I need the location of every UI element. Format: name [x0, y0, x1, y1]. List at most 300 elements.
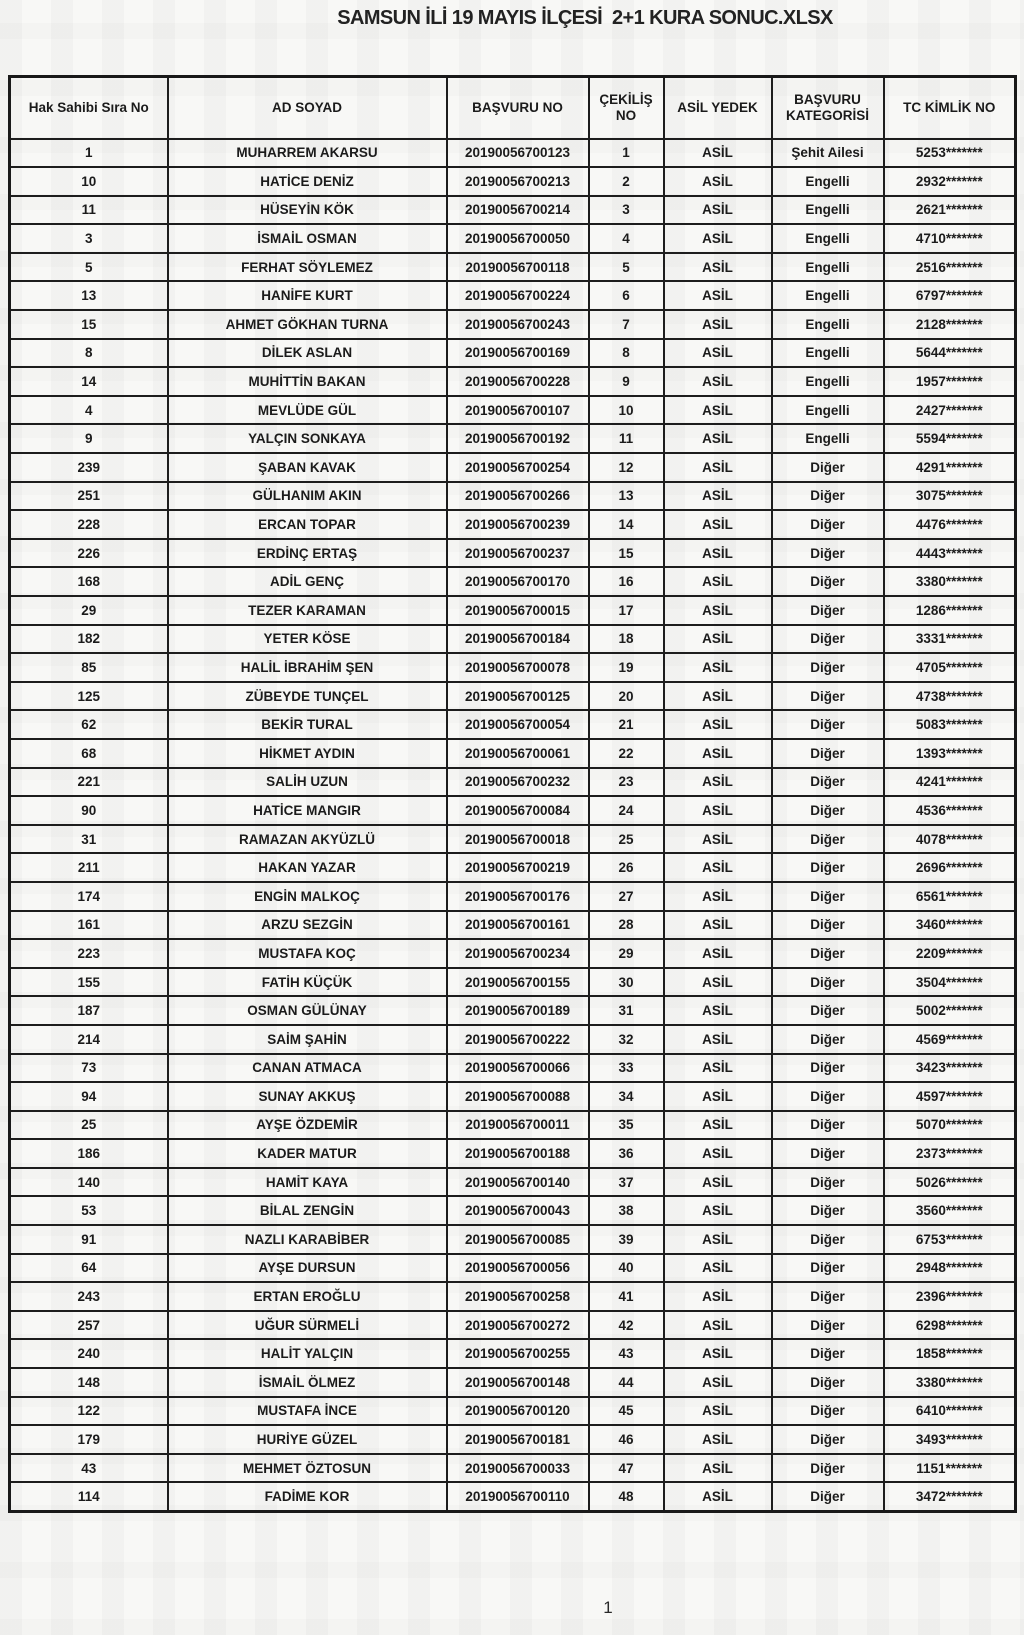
table-row: [10, 310, 1016, 339]
cell-ad-soyad: BİLAL ZENGİN: [168, 1196, 447, 1225]
cell-sira-no: 29: [10, 596, 168, 625]
table-row: [10, 1082, 1016, 1111]
cell-cekilis-no: 34: [589, 1082, 664, 1111]
cell-tc-kimlik-no: 5253*******: [884, 139, 1016, 168]
cell-asil-yedek: ASİL: [664, 253, 772, 282]
table-row: [10, 196, 1016, 225]
cell-sira-no: 3: [10, 224, 168, 253]
cell-basvuru-kategorisi: Diğer: [772, 539, 884, 568]
cell-asil-yedek: ASİL: [664, 996, 772, 1025]
cell-basvuru-no: 20190056700125: [447, 682, 589, 711]
cell-tc-kimlik-no: 2621*******: [884, 196, 1016, 225]
cell-asil-yedek: ASİL: [664, 653, 772, 682]
cell-cekilis-no: 38: [589, 1196, 664, 1225]
cell-ad-soyad: ENGİN MALKOÇ: [168, 882, 447, 911]
cell-sira-no: 221: [10, 768, 168, 797]
cell-tc-kimlik-no: 5083*******: [884, 710, 1016, 739]
cell-tc-kimlik-no: 5594*******: [884, 424, 1016, 453]
cell-cekilis-no: 16: [589, 567, 664, 596]
cell-basvuru-no: 20190056700015: [447, 596, 589, 625]
cell-cekilis-no: 5: [589, 253, 664, 282]
cell-basvuru-kategorisi: Diğer: [772, 1111, 884, 1140]
cell-basvuru-kategorisi: Diğer: [772, 1339, 884, 1368]
table-row: [10, 825, 1016, 854]
cell-basvuru-kategorisi: Diğer: [772, 1425, 884, 1454]
cell-basvuru-no: 20190056700050: [447, 224, 589, 253]
cell-cekilis-no: 47: [589, 1454, 664, 1483]
table-row: [10, 1339, 1016, 1368]
table-row: [10, 396, 1016, 425]
table-row: [10, 710, 1016, 739]
table-row: [10, 1054, 1016, 1083]
table-row: [10, 253, 1016, 282]
cell-asil-yedek: ASİL: [664, 567, 772, 596]
cell-ad-soyad: HAKAN YAZAR: [168, 853, 447, 882]
cell-ad-soyad: AYŞE ÖZDEMİR: [168, 1111, 447, 1140]
cell-asil-yedek: ASİL: [664, 1168, 772, 1197]
cell-basvuru-kategorisi: Diğer: [772, 825, 884, 854]
cell-basvuru-no: 20190056700266: [447, 482, 589, 511]
cell-basvuru-no: 20190056700222: [447, 1025, 589, 1054]
cell-tc-kimlik-no: 3560*******: [884, 1196, 1016, 1225]
cell-ad-soyad: OSMAN GÜLÜNAY: [168, 996, 447, 1025]
cell-cekilis-no: 2: [589, 167, 664, 196]
cell-basvuru-no: 20190056700170: [447, 567, 589, 596]
cell-basvuru-kategorisi: Diğer: [772, 939, 884, 968]
cell-basvuru-no: 20190056700107: [447, 396, 589, 425]
cell-tc-kimlik-no: 5644*******: [884, 339, 1016, 368]
cell-sira-no: 62: [10, 710, 168, 739]
table-row: [10, 367, 1016, 396]
cell-basvuru-no: 20190056700169: [447, 339, 589, 368]
cell-tc-kimlik-no: 2209*******: [884, 939, 1016, 968]
cell-basvuru-kategorisi: Diğer: [772, 1397, 884, 1426]
cell-tc-kimlik-no: 3504*******: [884, 968, 1016, 997]
cell-cekilis-no: 7: [589, 310, 664, 339]
cell-basvuru-no: 20190056700224: [447, 281, 589, 310]
cell-basvuru-no: 20190056700272: [447, 1311, 589, 1340]
cell-sira-no: 8: [10, 339, 168, 368]
cell-basvuru-kategorisi: Diğer: [772, 482, 884, 511]
cell-basvuru-no: 20190056700161: [447, 911, 589, 940]
cell-sira-no: 187: [10, 996, 168, 1025]
cell-sira-no: 214: [10, 1025, 168, 1054]
cell-basvuru-kategorisi: Diğer: [772, 853, 884, 882]
cell-sira-no: 179: [10, 1425, 168, 1454]
cell-asil-yedek: ASİL: [664, 825, 772, 854]
table-row: [10, 281, 1016, 310]
cell-basvuru-no: 20190056700123: [447, 139, 589, 168]
cell-ad-soyad: ERDİNÇ ERTAŞ: [168, 539, 447, 568]
cell-cekilis-no: 9: [589, 367, 664, 396]
table-row: [10, 882, 1016, 911]
cell-basvuru-no: 20190056700085: [447, 1225, 589, 1254]
table-row: [10, 1282, 1016, 1311]
cell-asil-yedek: ASİL: [664, 1025, 772, 1054]
table-row: [10, 139, 1016, 168]
table-row: [10, 1254, 1016, 1283]
cell-tc-kimlik-no: 6561*******: [884, 882, 1016, 911]
cell-basvuru-no: 20190056700232: [447, 768, 589, 797]
column-header-ad-soyad: AD SOYAD: [168, 77, 447, 139]
cell-tc-kimlik-no: 4569*******: [884, 1025, 1016, 1054]
cell-asil-yedek: ASİL: [664, 310, 772, 339]
cell-sira-no: 53: [10, 1196, 168, 1225]
cell-sira-no: 174: [10, 882, 168, 911]
cell-ad-soyad: YALÇIN SONKAYA: [168, 424, 447, 453]
table-row: [10, 224, 1016, 253]
table-row: [10, 1196, 1016, 1225]
cell-ad-soyad: NAZLI KARABİBER: [168, 1225, 447, 1254]
cell-basvuru-no: 20190056700258: [447, 1282, 589, 1311]
cell-ad-soyad: İSMAİL ÖLMEZ: [168, 1368, 447, 1397]
cell-asil-yedek: ASİL: [664, 1425, 772, 1454]
cell-cekilis-no: 18: [589, 625, 664, 654]
column-header-basvuru-no: BAŞVURU NO: [447, 77, 589, 139]
cell-tc-kimlik-no: 4443*******: [884, 539, 1016, 568]
cell-basvuru-no: 20190056700228: [447, 367, 589, 396]
cell-cekilis-no: 36: [589, 1139, 664, 1168]
cell-cekilis-no: 41: [589, 1282, 664, 1311]
cell-cekilis-no: 15: [589, 539, 664, 568]
table-row: [10, 510, 1016, 539]
cell-ad-soyad: FADİME KOR: [168, 1482, 447, 1511]
cell-ad-soyad: RAMAZAN AKYÜZLÜ: [168, 825, 447, 854]
cell-sira-no: 1: [10, 139, 168, 168]
cell-tc-kimlik-no: 4476*******: [884, 510, 1016, 539]
cell-ad-soyad: HURİYE GÜZEL: [168, 1425, 447, 1454]
cell-basvuru-kategorisi: Engelli: [772, 253, 884, 282]
cell-ad-soyad: HATİCE MANGIR: [168, 796, 447, 825]
cell-basvuru-no: 20190056700078: [447, 653, 589, 682]
cell-cekilis-no: 4: [589, 224, 664, 253]
cell-basvuru-kategorisi: Engelli: [772, 396, 884, 425]
cell-sira-no: 43: [10, 1454, 168, 1483]
cell-cekilis-no: 21: [589, 710, 664, 739]
table-row: [10, 596, 1016, 625]
cell-basvuru-no: 20190056700181: [447, 1425, 589, 1454]
cell-basvuru-kategorisi: Engelli: [772, 339, 884, 368]
cell-basvuru-kategorisi: Diğer: [772, 1225, 884, 1254]
cell-basvuru-kategorisi: Engelli: [772, 224, 884, 253]
cell-ad-soyad: TEZER KARAMAN: [168, 596, 447, 625]
table-row: [10, 453, 1016, 482]
cell-basvuru-no: 20190056700011: [447, 1111, 589, 1140]
table-row: [10, 853, 1016, 882]
cell-asil-yedek: ASİL: [664, 510, 772, 539]
cell-sira-no: 13: [10, 281, 168, 310]
cell-basvuru-no: 20190056700254: [447, 453, 589, 482]
cell-basvuru-kategorisi: Diğer: [772, 1482, 884, 1511]
cell-asil-yedek: ASİL: [664, 1254, 772, 1283]
cell-ad-soyad: HAMİT KAYA: [168, 1168, 447, 1197]
cell-asil-yedek: ASİL: [664, 396, 772, 425]
cell-cekilis-no: 44: [589, 1368, 664, 1397]
cell-sira-no: 5: [10, 253, 168, 282]
cell-basvuru-no: 20190056700043: [447, 1196, 589, 1225]
table-row: [10, 911, 1016, 940]
cell-sira-no: 4: [10, 396, 168, 425]
cell-cekilis-no: 14: [589, 510, 664, 539]
cell-sira-no: 148: [10, 1368, 168, 1397]
cell-basvuru-kategorisi: Diğer: [772, 710, 884, 739]
header-row: [10, 77, 1016, 139]
cell-tc-kimlik-no: 1151*******: [884, 1454, 1016, 1483]
cell-asil-yedek: ASİL: [664, 882, 772, 911]
cell-basvuru-no: 20190056700184: [447, 625, 589, 654]
cell-tc-kimlik-no: 1393*******: [884, 739, 1016, 768]
cell-basvuru-kategorisi: Diğer: [772, 1282, 884, 1311]
cell-asil-yedek: ASİL: [664, 1311, 772, 1340]
cell-asil-yedek: ASİL: [664, 968, 772, 997]
cell-asil-yedek: ASİL: [664, 1482, 772, 1511]
cell-basvuru-no: 20190056700155: [447, 968, 589, 997]
cell-ad-soyad: ŞABAN KAVAK: [168, 453, 447, 482]
cell-cekilis-no: 19: [589, 653, 664, 682]
cell-ad-soyad: SALİH UZUN: [168, 768, 447, 797]
kura-results-table: [8, 75, 1017, 1513]
cell-basvuru-kategorisi: Engelli: [772, 310, 884, 339]
cell-sira-no: 14: [10, 367, 168, 396]
column-header-tc-kimlik-no: TC KİMLİK NO: [884, 77, 1016, 139]
table-row: [10, 1397, 1016, 1426]
cell-basvuru-no: 20190056700234: [447, 939, 589, 968]
cell-basvuru-kategorisi: Diğer: [772, 1196, 884, 1225]
cell-tc-kimlik-no: 5070*******: [884, 1111, 1016, 1140]
table-row: [10, 768, 1016, 797]
column-header-sira-no: Hak Sahibi Sıra No: [10, 77, 168, 139]
cell-sira-no: 94: [10, 1082, 168, 1111]
cell-basvuru-kategorisi: Diğer: [772, 1054, 884, 1083]
cell-sira-no: 155: [10, 968, 168, 997]
cell-sira-no: 161: [10, 911, 168, 940]
cell-cekilis-no: 1: [589, 139, 664, 168]
cell-cekilis-no: 32: [589, 1025, 664, 1054]
cell-basvuru-no: 20190056700239: [447, 510, 589, 539]
cell-cekilis-no: 31: [589, 996, 664, 1025]
cell-asil-yedek: ASİL: [664, 224, 772, 253]
cell-tc-kimlik-no: 3380*******: [884, 567, 1016, 596]
cell-sira-no: 240: [10, 1339, 168, 1368]
cell-sira-no: 140: [10, 1168, 168, 1197]
cell-cekilis-no: 46: [589, 1425, 664, 1454]
cell-tc-kimlik-no: 2696*******: [884, 853, 1016, 882]
cell-sira-no: 64: [10, 1254, 168, 1283]
cell-tc-kimlik-no: 3493*******: [884, 1425, 1016, 1454]
cell-tc-kimlik-no: 3423*******: [884, 1054, 1016, 1083]
cell-sira-no: 182: [10, 625, 168, 654]
cell-tc-kimlik-no: 3075*******: [884, 482, 1016, 511]
table-row: [10, 968, 1016, 997]
cell-basvuru-kategorisi: Diğer: [772, 882, 884, 911]
cell-cekilis-no: 25: [589, 825, 664, 854]
cell-basvuru-kategorisi: Diğer: [772, 510, 884, 539]
cell-tc-kimlik-no: 4710*******: [884, 224, 1016, 253]
cell-ad-soyad: AHMET GÖKHAN TURNA: [168, 310, 447, 339]
cell-sira-no: 228: [10, 510, 168, 539]
cell-cekilis-no: 45: [589, 1397, 664, 1426]
cell-basvuru-kategorisi: Diğer: [772, 768, 884, 797]
table-row: [10, 424, 1016, 453]
cell-ad-soyad: SUNAY AKKUŞ: [168, 1082, 447, 1111]
cell-cekilis-no: 28: [589, 911, 664, 940]
cell-asil-yedek: ASİL: [664, 1397, 772, 1426]
cell-sira-no: 73: [10, 1054, 168, 1083]
cell-basvuru-no: 20190056700148: [447, 1368, 589, 1397]
cell-asil-yedek: ASİL: [664, 1282, 772, 1311]
cell-tc-kimlik-no: 6410*******: [884, 1397, 1016, 1426]
cell-cekilis-no: 33: [589, 1054, 664, 1083]
table-row: [10, 796, 1016, 825]
cell-basvuru-no: 20190056700188: [447, 1139, 589, 1168]
cell-asil-yedek: ASİL: [664, 1054, 772, 1083]
cell-cekilis-no: 10: [589, 396, 664, 425]
page-number: 1: [603, 1598, 613, 1617]
cell-ad-soyad: ADİL GENÇ: [168, 567, 447, 596]
table-row: [10, 167, 1016, 196]
table-row: [10, 625, 1016, 654]
cell-basvuru-kategorisi: Diğer: [772, 1311, 884, 1340]
cell-cekilis-no: 39: [589, 1225, 664, 1254]
cell-ad-soyad: HALİL İBRAHİM ŞEN: [168, 653, 447, 682]
cell-cekilis-no: 11: [589, 424, 664, 453]
cell-cekilis-no: 48: [589, 1482, 664, 1511]
cell-cekilis-no: 8: [589, 339, 664, 368]
cell-cekilis-no: 24: [589, 796, 664, 825]
cell-sira-no: 25: [10, 1111, 168, 1140]
cell-ad-soyad: YETER KÖSE: [168, 625, 447, 654]
table-body: [10, 139, 1016, 1512]
cell-basvuru-no: 20190056700192: [447, 424, 589, 453]
cell-tc-kimlik-no: 2396*******: [884, 1282, 1016, 1311]
cell-ad-soyad: İSMAİL OSMAN: [168, 224, 447, 253]
cell-sira-no: 125: [10, 682, 168, 711]
cell-asil-yedek: ASİL: [664, 1225, 772, 1254]
cell-tc-kimlik-no: 4291*******: [884, 453, 1016, 482]
cell-basvuru-no: 20190056700066: [447, 1054, 589, 1083]
cell-ad-soyad: CANAN ATMACA: [168, 1054, 447, 1083]
cell-sira-no: 90: [10, 796, 168, 825]
cell-ad-soyad: MUSTAFA İNCE: [168, 1397, 447, 1426]
cell-sira-no: 251: [10, 482, 168, 511]
cell-sira-no: 10: [10, 167, 168, 196]
table-row: [10, 1425, 1016, 1454]
cell-ad-soyad: ERCAN TOPAR: [168, 510, 447, 539]
cell-tc-kimlik-no: 2948*******: [884, 1254, 1016, 1283]
cell-sira-no: 68: [10, 739, 168, 768]
cell-cekilis-no: 42: [589, 1311, 664, 1340]
table-row: [10, 1025, 1016, 1054]
cell-sira-no: 243: [10, 1282, 168, 1311]
cell-basvuru-no: 20190056700140: [447, 1168, 589, 1197]
cell-tc-kimlik-no: 5026*******: [884, 1168, 1016, 1197]
cell-basvuru-kategorisi: Diğer: [772, 996, 884, 1025]
cell-cekilis-no: 37: [589, 1168, 664, 1197]
cell-ad-soyad: ERTAN EROĞLU: [168, 1282, 447, 1311]
cell-tc-kimlik-no: 4241*******: [884, 768, 1016, 797]
cell-basvuru-kategorisi: Diğer: [772, 453, 884, 482]
cell-cekilis-no: 26: [589, 853, 664, 882]
table-header: [10, 77, 1016, 139]
table-row: [10, 1139, 1016, 1168]
cell-sira-no: 15: [10, 310, 168, 339]
cell-basvuru-no: 20190056700056: [447, 1254, 589, 1283]
cell-sira-no: 114: [10, 1482, 168, 1511]
cell-ad-soyad: HİKMET AYDIN: [168, 739, 447, 768]
cell-basvuru-kategorisi: Diğer: [772, 739, 884, 768]
table-row: [10, 1482, 1016, 1511]
table-row: [10, 567, 1016, 596]
cell-cekilis-no: 12: [589, 453, 664, 482]
cell-tc-kimlik-no: 6298*******: [884, 1311, 1016, 1340]
cell-basvuru-no: 20190056700189: [447, 996, 589, 1025]
cell-basvuru-kategorisi: Diğer: [772, 1454, 884, 1483]
cell-basvuru-no: 20190056700054: [447, 710, 589, 739]
cell-asil-yedek: ASİL: [664, 367, 772, 396]
cell-ad-soyad: FERHAT SÖYLEMEZ: [168, 253, 447, 282]
cell-cekilis-no: 35: [589, 1111, 664, 1140]
cell-ad-soyad: SAİM ŞAHİN: [168, 1025, 447, 1054]
cell-ad-soyad: MEVLÜDE GÜL: [168, 396, 447, 425]
cell-asil-yedek: ASİL: [664, 1454, 772, 1483]
cell-ad-soyad: BEKİR TURAL: [168, 710, 447, 739]
cell-tc-kimlik-no: 3460*******: [884, 911, 1016, 940]
cell-cekilis-no: 6: [589, 281, 664, 310]
cell-asil-yedek: ASİL: [664, 739, 772, 768]
column-header-asil-yedek: ASİL YEDEK: [664, 77, 772, 139]
cell-asil-yedek: ASİL: [664, 424, 772, 453]
cell-asil-yedek: ASİL: [664, 167, 772, 196]
cell-asil-yedek: ASİL: [664, 453, 772, 482]
cell-basvuru-kategorisi: Diğer: [772, 1368, 884, 1397]
document-title: SAMSUN İLİ 19 MAYIS İLÇESİ 2+1 KURA SONUC.XLSX: [337, 7, 833, 29]
cell-asil-yedek: ASİL: [664, 339, 772, 368]
cell-basvuru-kategorisi: Diğer: [772, 911, 884, 940]
cell-basvuru-kategorisi: Diğer: [772, 968, 884, 997]
cell-ad-soyad: GÜLHANIM AKIN: [168, 482, 447, 511]
cell-tc-kimlik-no: 4078*******: [884, 825, 1016, 854]
cell-basvuru-no: 20190056700018: [447, 825, 589, 854]
cell-basvuru-kategorisi: Diğer: [772, 596, 884, 625]
cell-asil-yedek: ASİL: [664, 281, 772, 310]
cell-sira-no: 122: [10, 1397, 168, 1426]
cell-asil-yedek: ASİL: [664, 853, 772, 882]
cell-basvuru-no: 20190056700243: [447, 310, 589, 339]
cell-basvuru-kategorisi: Engelli: [772, 281, 884, 310]
cell-ad-soyad: MUHARREM AKARSU: [168, 139, 447, 168]
cell-tc-kimlik-no: 2516*******: [884, 253, 1016, 282]
cell-ad-soyad: KADER MATUR: [168, 1139, 447, 1168]
cell-basvuru-kategorisi: Diğer: [772, 1139, 884, 1168]
cell-asil-yedek: ASİL: [664, 196, 772, 225]
cell-cekilis-no: 30: [589, 968, 664, 997]
cell-sira-no: 257: [10, 1311, 168, 1340]
cell-ad-soyad: UĞUR SÜRMELİ: [168, 1311, 447, 1340]
cell-basvuru-no: 20190056700118: [447, 253, 589, 282]
cell-tc-kimlik-no: 4536*******: [884, 796, 1016, 825]
cell-asil-yedek: ASİL: [664, 911, 772, 940]
cell-asil-yedek: ASİL: [664, 682, 772, 711]
table-row: [10, 1225, 1016, 1254]
cell-tc-kimlik-no: 4738*******: [884, 682, 1016, 711]
cell-ad-soyad: AYŞE DURSUN: [168, 1254, 447, 1283]
cell-cekilis-no: 29: [589, 939, 664, 968]
cell-ad-soyad: HANİFE KURT: [168, 281, 447, 310]
cell-basvuru-kategorisi: Engelli: [772, 424, 884, 453]
column-header-cekilis-no: ÇEKİLİŞ NO: [589, 77, 664, 139]
cell-sira-no: 85: [10, 653, 168, 682]
cell-tc-kimlik-no: 2932*******: [884, 167, 1016, 196]
